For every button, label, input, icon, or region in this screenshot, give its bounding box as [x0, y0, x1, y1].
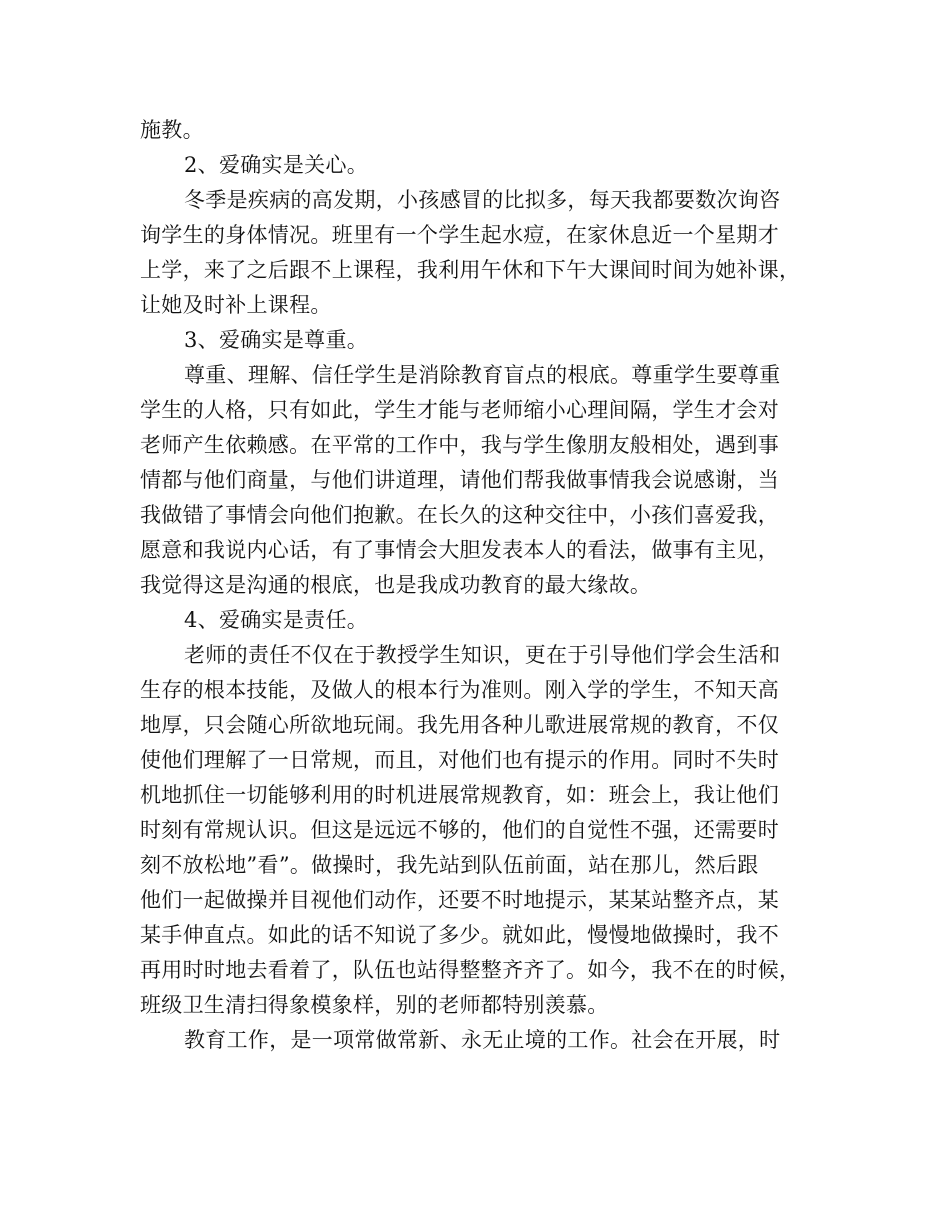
text-line: 询学生的身体情况。班里有一个学生起水痘，在家休息近一个星期才: [140, 223, 779, 247]
text-line: 使他们理解了一日常规，而且，对他们也有提示的作用。同时不失时: [140, 748, 779, 772]
text-line: 刻不放松地”看”。做操时，我先站到队伍前面，站在那儿，然后跟: [140, 853, 759, 877]
text-line: 老师产生依赖感。在平常的工作中，我与学生像朋友般相处，遇到事: [140, 433, 779, 457]
text-line: 上学，来了之后跟不上课程，我利用午休和下午大课间时间为她补课，: [140, 258, 801, 282]
text-line: 生存的根本技能，及做人的根本行为准则。刚入学的学生，不知天高: [140, 678, 779, 702]
text-line: 情都与他们商量，与他们讲道理，请他们帮我做事情我会说感谢，当: [140, 468, 779, 492]
text-line: 地厚，只会随心所欲地玩闹。我先用各种儿歌进展常规的教育，不仅: [140, 713, 779, 737]
text-line: 老师的责任不仅在于教授学生知识，更在于引导他们学会生活和: [184, 643, 781, 667]
text-line: 教育工作，是一项常做常新、永无止境的工作。社会在开展，时: [184, 1028, 781, 1052]
text-line: 尊重、理解、信任学生是消除教育盲点的根底。尊重学生要尊重: [184, 363, 781, 387]
text-line: 某手伸直点。如此的话不知说了多少。就如此，慢慢地做操时，我不: [140, 923, 779, 947]
text-line: 冬季是疾病的高发期，小孩感冒的比拟多，每天我都要数次询咨: [184, 188, 781, 212]
section-heading: 4、爱确实是责任。: [184, 608, 369, 632]
text-line: 班级卫生清扫得象模象样，别的老师都特别羡慕。: [140, 993, 609, 1017]
text-line: 时刻有常规认识。但这是远远不够的，他们的自觉性不强，还需要时: [140, 818, 779, 842]
text-line: 他们一起做操并目视他们动作，还要不时地提示，某某站整齐点，某: [140, 888, 779, 912]
text-line: 愿意和我说内心话，有了事情会大胆发表本人的看法，做事有主见，: [140, 538, 779, 562]
text-line: 我觉得这是沟通的根底，也是我成功教育的最大缘故。: [140, 573, 652, 597]
text-line: 再用时时地去看着了，队伍也站得整整齐齐了。如今，我不在的时候，: [140, 958, 801, 982]
text-line: 施教。: [140, 118, 204, 142]
text-line: 学生的人格，只有如此，学生才能与老师缩小心理间隔，学生才会对: [140, 398, 779, 422]
text-line: 让她及时补上课程。: [140, 293, 332, 317]
text-line: 机地抓住一切能够利用的时机进展常规教育，如：班会上，我让他们: [140, 783, 779, 807]
section-heading: 2、爱确实是关心。: [184, 153, 369, 177]
section-heading: 3、爱确实是尊重。: [184, 328, 369, 352]
text-line: 我做错了事情会向他们抱歉。在长久的这种交往中，小孩们喜爱我，: [140, 503, 779, 527]
